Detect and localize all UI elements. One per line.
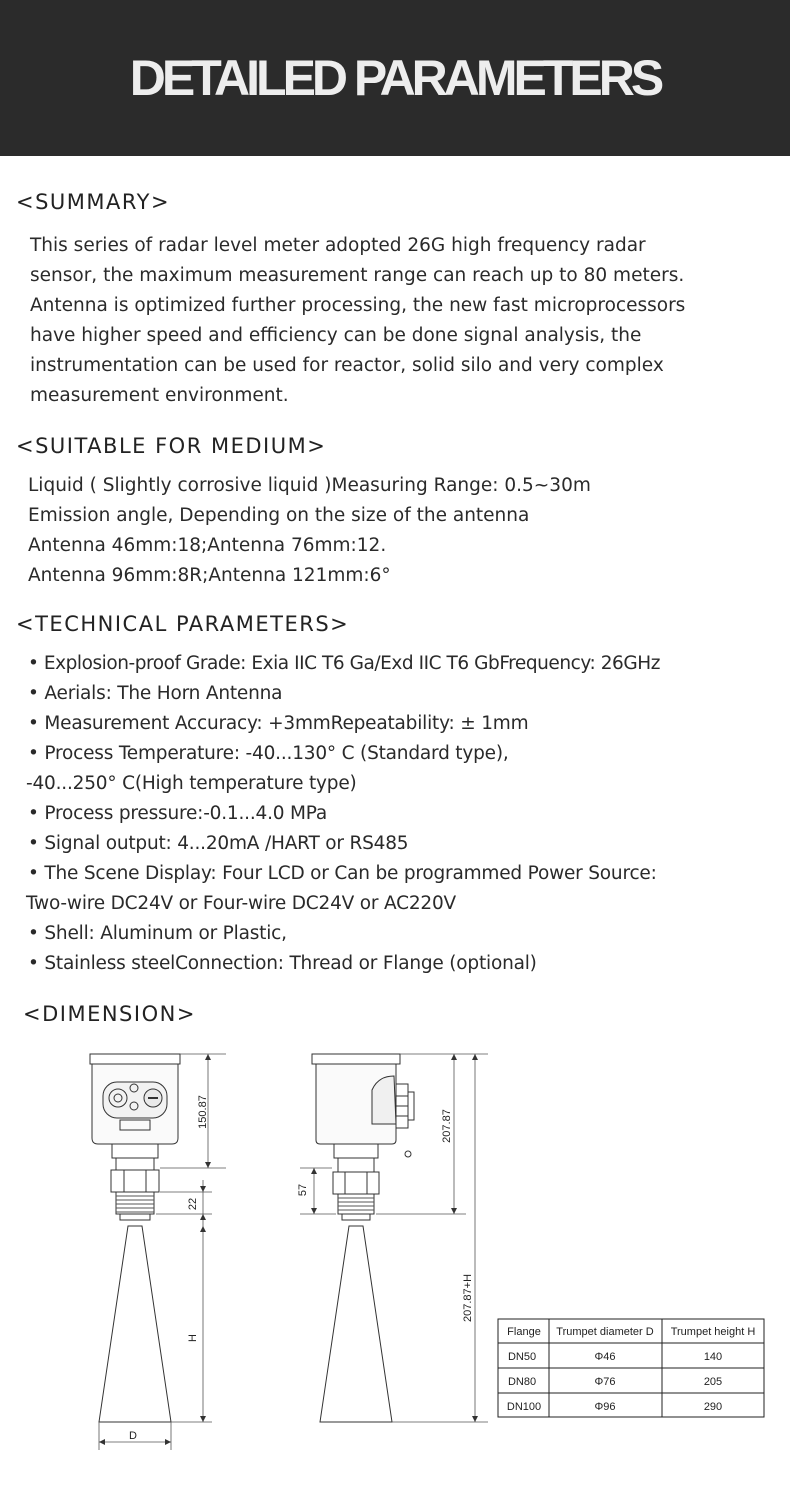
page-header	[0, 0, 790, 156]
technical-heading: <TECHNICAL PARAMETERS>	[16, 612, 350, 636]
summary-line: sensor, the maximum measurement range can reach up to 80 meters.	[30, 265, 685, 286]
technical-item: • Aerials: The Horn Antenna	[28, 683, 283, 704]
summary-line: Antenna is optimized further processing, the new fast microprocessors	[30, 295, 686, 316]
technical-item: Two-wire DC24V or Four-wire DC24V or AC220V	[26, 893, 456, 914]
medium-line: Antenna 96mm:8R;Antenna 121mm:6°	[28, 565, 391, 586]
medium-line: Liquid ( Slightly corrosive liquid )Measuring Range: 0.5~30m	[28, 475, 591, 496]
technical-list	[28, 649, 660, 979]
table-cell: 140	[703, 1351, 723, 1363]
summary-heading: <SUMMARY>	[16, 190, 171, 214]
dimension-drawing	[0, 1040, 790, 1480]
medium-heading: <SUITABLE FOR MEDIUM>	[16, 434, 327, 458]
technical-item: • Process Temperature: -40...130° C (Standard type),	[28, 743, 509, 764]
label-D: D	[129, 1430, 137, 1442]
label-22: 22	[187, 1197, 199, 1211]
summary-line: measurement environment.	[30, 385, 289, 406]
medium-line: Antenna 46mm:18;Antenna 76mm:12.	[28, 535, 387, 556]
page-title: DETAILED PARAMETERS	[129, 50, 661, 106]
label-H: H	[187, 1334, 199, 1342]
summary-line: have higher speed and efficiency can be done signal analysis, the	[30, 325, 642, 346]
table-cell: DN80	[507, 1376, 537, 1388]
technical-item: • Signal output: 4...20mA /HART or RS485	[28, 833, 409, 854]
table-cell: 205	[703, 1376, 723, 1388]
table-header: Trumpet diameter D	[556, 1326, 654, 1338]
summary-line: instrumentation can be used for reactor, solid silo and very complex	[30, 355, 664, 376]
device-front-view	[90, 1054, 180, 1422]
dimension-heading: <DIMENSION>	[23, 1002, 196, 1026]
table-cell: 290	[703, 1401, 723, 1413]
technical-item: • Shell: Aluminum or Plastic,	[28, 923, 287, 944]
label-150-87: 150.87	[197, 1095, 209, 1129]
table-cell: DN50	[507, 1351, 537, 1363]
table-header: Trumpet height H	[670, 1326, 756, 1338]
technical-item: • Process pressure:-0.1...4.0 MPa	[28, 803, 328, 824]
table-cell: Φ46	[594, 1351, 616, 1363]
flange-table	[498, 1319, 764, 1417]
table-cell: DN100	[506, 1401, 542, 1413]
technical-item: • Measurement Accuracy: +3mmRepeatability: ± 1mm	[28, 713, 529, 734]
summary-text	[30, 231, 770, 411]
technical-item: • Stainless steelConnection: Thread or Flange (optional)	[28, 953, 537, 974]
medium-text	[28, 471, 591, 591]
technical-item: • Explosion-proof Grade: Exia IIC T6 Ga/Exd IIC T6 GbFrequency: 26GHz	[28, 653, 660, 674]
label-57: 57	[297, 1183, 309, 1197]
technical-item: • The Scene Display: Four LCD or Can be programmed Power Source:	[28, 863, 657, 884]
label-207-87: 207.87	[441, 1109, 453, 1143]
table-header: Flange	[507, 1326, 541, 1338]
device-side-view	[312, 1054, 414, 1422]
technical-item: -40...250° C(High temperature type)	[26, 773, 357, 794]
summary-line: This series of radar level meter adopted 26G high frequency radar	[30, 235, 646, 256]
medium-line: Emission angle, Depending on the size of the antenna	[28, 505, 530, 526]
table-cell: Φ76	[594, 1376, 616, 1388]
label-207-87-H: 207.87+H	[462, 1273, 474, 1323]
table-cell: Φ96	[594, 1401, 616, 1413]
